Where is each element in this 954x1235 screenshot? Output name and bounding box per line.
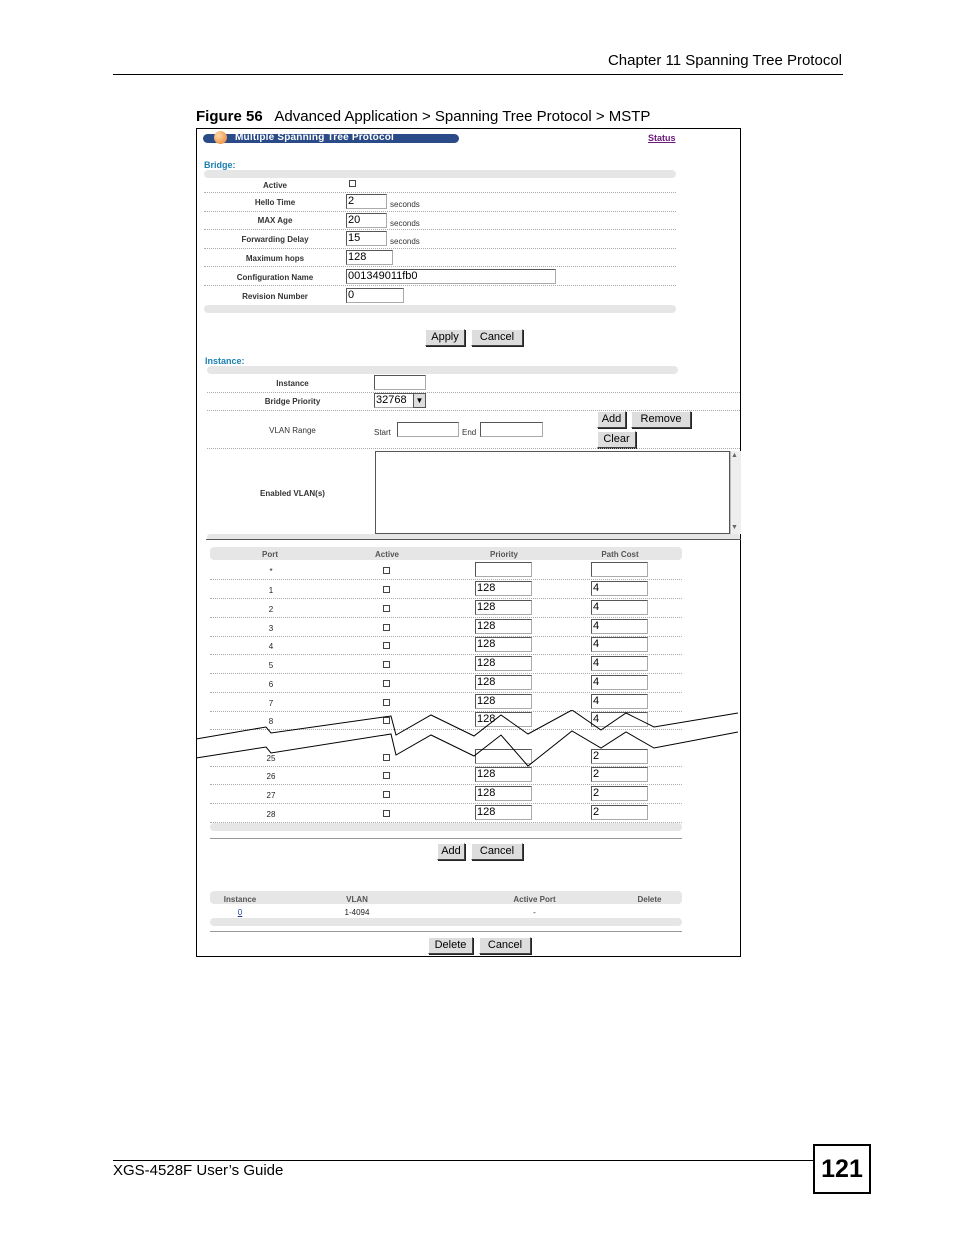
guide-title: XGS-4528F User’s Guide bbox=[113, 1162, 284, 1179]
textarea-scrollbar[interactable] bbox=[730, 451, 741, 534]
port-path-cost-input[interactable]: 4 bbox=[591, 712, 648, 727]
orange-ball-icon bbox=[214, 131, 227, 144]
forwarding-delay-unit: seconds bbox=[390, 237, 420, 246]
port-priority-input[interactable]: 128 bbox=[475, 767, 532, 782]
ports-rule bbox=[210, 838, 682, 839]
screenshot-frame bbox=[196, 128, 741, 957]
port-cell: 27 bbox=[266, 791, 276, 800]
port-cell: 6 bbox=[268, 680, 274, 689]
port-priority-input[interactable]: 128 bbox=[475, 600, 532, 615]
summary-vlan-cell: 1-4094 bbox=[344, 908, 370, 917]
vlan-end-input[interactable] bbox=[480, 422, 543, 437]
summary-active-port-cell: - bbox=[533, 908, 536, 917]
port-active-checkbox[interactable] bbox=[383, 624, 390, 631]
port-path-cost-input[interactable]: 2 bbox=[591, 805, 648, 820]
revision-number-input[interactable]: 0 bbox=[346, 288, 404, 303]
path-cost-header: Path Cost bbox=[601, 550, 639, 559]
scroll-up-icon[interactable]: ▲ bbox=[731, 452, 738, 459]
bridge-priority-select[interactable]: 32768 bbox=[374, 393, 414, 408]
header-rule bbox=[113, 74, 843, 75]
row-divider bbox=[204, 192, 676, 193]
end-label: End bbox=[462, 428, 477, 437]
configuration-name-label: Configuration Name bbox=[236, 273, 314, 282]
delete-button[interactable]: Delete bbox=[428, 937, 473, 954]
port-priority-input[interactable]: 128 bbox=[475, 675, 532, 690]
maximum-hops-label: Maximum hops bbox=[245, 254, 305, 263]
port-cell: 2 bbox=[268, 605, 274, 614]
port-cell: 5 bbox=[268, 661, 274, 670]
enabled-vlans-textarea[interactable] bbox=[375, 451, 730, 534]
max-age-unit: seconds bbox=[390, 219, 420, 228]
port-active-checkbox[interactable] bbox=[383, 586, 390, 593]
instance-label: Instance bbox=[276, 379, 309, 388]
forwarding-delay-label: Forwarding Delay bbox=[241, 235, 309, 244]
port-path-cost-input[interactable]: 4 bbox=[591, 694, 648, 709]
figure-number: Figure 56 bbox=[196, 108, 263, 125]
port-active-checkbox[interactable] bbox=[383, 791, 390, 798]
port-cell: 8 bbox=[268, 717, 274, 726]
instance-link[interactable]: 0 bbox=[237, 908, 243, 917]
status-link[interactable]: Status bbox=[648, 133, 676, 143]
row-divider bbox=[207, 448, 740, 449]
active-header: Active bbox=[374, 550, 399, 559]
port-cell: 4 bbox=[268, 642, 274, 651]
summary-delete-header: Delete bbox=[637, 895, 662, 904]
row-divider bbox=[210, 579, 682, 580]
page-number: 121 bbox=[813, 1144, 871, 1194]
port-priority-input[interactable]: 128 bbox=[475, 694, 532, 709]
port-path-cost-input[interactable]: 4 bbox=[591, 675, 648, 690]
add-vlan-button[interactable]: Add bbox=[597, 411, 626, 428]
clear-vlan-button[interactable]: Clear bbox=[597, 431, 636, 448]
forwarding-delay-input[interactable]: 15 bbox=[346, 231, 387, 246]
port-active-checkbox[interactable] bbox=[383, 699, 390, 706]
chapter-header: Chapter 11 Spanning Tree Protocol bbox=[607, 52, 842, 69]
row-divider bbox=[204, 211, 676, 212]
summary-cancel-button[interactable]: Cancel bbox=[479, 937, 531, 954]
row-divider bbox=[210, 803, 682, 804]
bridge-top-band bbox=[204, 170, 676, 178]
bridge-heading: Bridge: bbox=[204, 160, 236, 170]
vlan-range-label: VLAN Range bbox=[269, 426, 316, 435]
port-path-cost-input[interactable]: 4 bbox=[591, 600, 648, 615]
instance-input[interactable] bbox=[374, 375, 426, 390]
port-active-checkbox[interactable] bbox=[383, 680, 390, 687]
port-cell: 7 bbox=[268, 699, 274, 708]
hello-time-input[interactable]: 2 bbox=[346, 194, 387, 209]
ports-add-button[interactable]: Add bbox=[437, 843, 465, 860]
instance-heading: Instance: bbox=[205, 356, 245, 366]
port-path-cost-input[interactable]: 4 bbox=[591, 637, 648, 652]
hello-time-unit: seconds bbox=[390, 200, 420, 209]
port-priority-input[interactable]: 128 bbox=[475, 637, 532, 652]
row-divider bbox=[210, 617, 682, 618]
port-cell: 25 bbox=[266, 754, 276, 763]
instance-top-band bbox=[207, 366, 678, 374]
port-active-checkbox[interactable] bbox=[383, 605, 390, 612]
row-divider bbox=[210, 673, 682, 674]
ports-cancel-button[interactable]: Cancel bbox=[471, 843, 523, 860]
port-priority-input[interactable]: 128 bbox=[475, 656, 532, 671]
hello-time-label: Hello Time bbox=[254, 198, 296, 207]
port-path-cost-input[interactable]: 2 bbox=[591, 749, 648, 764]
summary-active-port-header: Active Port bbox=[513, 895, 556, 904]
port-active-checkbox[interactable] bbox=[383, 810, 390, 817]
max-age-input[interactable]: 20 bbox=[346, 213, 387, 228]
table-break-lines bbox=[196, 710, 741, 770]
port-cell: 1 bbox=[268, 586, 274, 595]
row-divider bbox=[210, 692, 682, 693]
figure-caption bbox=[196, 108, 650, 125]
summary-bottom-band bbox=[210, 918, 682, 926]
apply-button[interactable]: Apply bbox=[425, 329, 465, 346]
port-path-cost-input[interactable]: 2 bbox=[591, 767, 648, 782]
row-divider bbox=[204, 248, 676, 249]
port-cell: 28 bbox=[266, 810, 276, 819]
instance-rule bbox=[206, 539, 741, 540]
revision-number-label: Revision Number bbox=[242, 292, 308, 301]
summary-rule bbox=[210, 931, 682, 932]
bridge-cancel-button[interactable]: Cancel bbox=[471, 329, 523, 346]
port-path-cost-input[interactable]: 2 bbox=[591, 786, 648, 801]
remove-vlan-button[interactable]: Remove bbox=[631, 411, 691, 428]
port-active-checkbox[interactable] bbox=[383, 642, 390, 649]
bridge-priority-label: Bridge Priority bbox=[264, 397, 321, 406]
port-table-bottom-band bbox=[210, 823, 682, 831]
bridge-active-checkbox[interactable] bbox=[349, 180, 356, 187]
port-cell: * bbox=[269, 567, 273, 576]
enabled-vlans-label: Enabled VLAN(s) bbox=[260, 489, 325, 498]
port-path-cost-input[interactable]: 4 bbox=[591, 656, 648, 671]
row-divider bbox=[207, 392, 740, 393]
row-divider bbox=[210, 598, 682, 599]
row-divider bbox=[204, 229, 676, 230]
port-cell: 26 bbox=[266, 772, 276, 781]
port-priority-input[interactable] bbox=[475, 562, 532, 577]
summary-instance-header: Instance bbox=[223, 895, 257, 904]
bridge-bottom-band bbox=[204, 305, 676, 313]
row-divider bbox=[204, 285, 676, 286]
row-divider bbox=[204, 266, 676, 267]
port-active-checkbox[interactable] bbox=[383, 661, 390, 668]
maximum-hops-input[interactable]: 128 bbox=[346, 250, 393, 265]
max-age-label: MAX Age bbox=[257, 216, 293, 225]
row-divider bbox=[210, 784, 682, 785]
port-path-cost-input[interactable]: 4 bbox=[591, 581, 648, 596]
active-label: Active bbox=[262, 181, 287, 190]
footer-rule bbox=[113, 1160, 813, 1161]
priority-header: Priority bbox=[489, 550, 518, 559]
port-cell: 3 bbox=[268, 624, 274, 633]
port-active-checkbox[interactable] bbox=[383, 567, 390, 574]
port-path-cost-input[interactable]: 4 bbox=[591, 619, 648, 634]
summary-header-band bbox=[210, 891, 682, 904]
scroll-down-icon[interactable]: ▼ bbox=[731, 524, 738, 531]
port-priority-input[interactable]: 128 bbox=[475, 581, 532, 596]
configuration-name-input[interactable]: 001349011fb0 bbox=[346, 269, 556, 284]
row-divider bbox=[210, 654, 682, 655]
port-priority-input[interactable]: 128 bbox=[475, 786, 532, 801]
port-priority-input[interactable]: 128 bbox=[475, 619, 532, 634]
figure-caption-text: Advanced Application > Spanning Tree Protocol > MSTP bbox=[274, 108, 651, 125]
summary-vlan-header: VLAN bbox=[346, 895, 368, 904]
port-active-checkbox[interactable] bbox=[383, 772, 390, 779]
start-label: Start bbox=[374, 428, 391, 437]
chevron-down-icon[interactable]: ▼ bbox=[413, 393, 426, 408]
port-priority-input[interactable]: 128 bbox=[475, 805, 532, 820]
port-header: Port bbox=[262, 550, 278, 559]
port-path-cost-input[interactable] bbox=[591, 562, 648, 577]
port-priority-input[interactable]: 128 bbox=[475, 712, 532, 727]
panel-title: Multiple Spanning Tree Protocol bbox=[235, 132, 394, 143]
vlan-start-input[interactable] bbox=[397, 422, 459, 437]
